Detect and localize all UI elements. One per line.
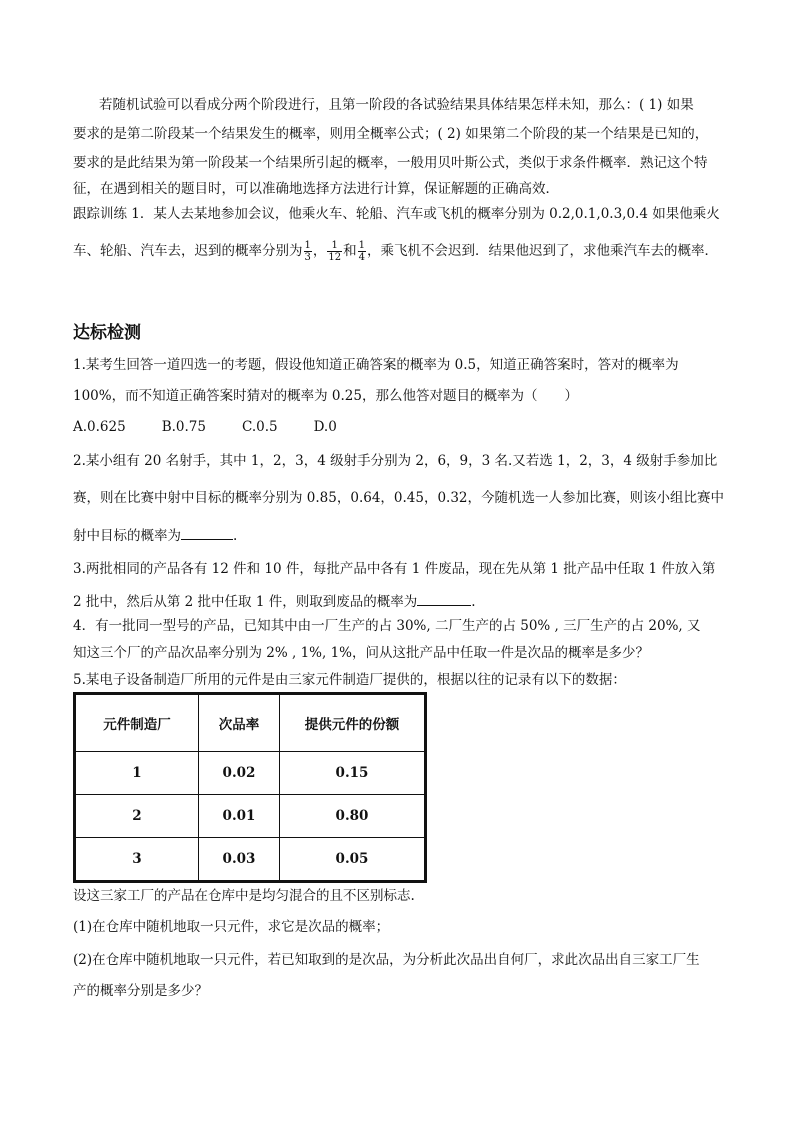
table-row — [75, 752, 426, 795]
fraction-numerator: 1 — [327, 240, 342, 252]
practice-line-1: 跟踪训练 1．某人去某地参加会议，他乘火车、轮船、汽车或飞机的概率分别为 0.2,0.1,0.3,0.4 如果他乘火 — [73, 206, 720, 222]
q5-part-2-line-2: 产的概率分别是多少？ — [73, 983, 208, 999]
q1-line-1: 1.某考生回答一道四选一的考题，假设他知道正确答案的概率为 0.5，知道正确答案时，答对的概率为 — [73, 357, 679, 373]
fraction-denominator: 12 — [328, 252, 342, 263]
table-cell: 0.01 — [199, 795, 280, 838]
option-c: C.0.5 — [241, 419, 278, 435]
q3-line-2-text: 2 批中，然后从第 2 批中任取 1 件，则取到废品的概率为 — [73, 594, 418, 610]
q5-line-1: 5.某电子设备制造厂所用的元件是由三家元件制造厂提供的，根据以往的记录有以下的数据： — [73, 672, 626, 688]
practice-line-2-end: ，乘飞机不会迟到．结果他迟到了，求他乘汽车去的概率． — [366, 243, 718, 259]
q4-line-2: 知这三个厂的产品次品率分别为 2% , 1%, 1%，问从这批产品中任取一件是次品的概率是多少？ — [73, 645, 649, 661]
q4-line-1: 4．有一批同一型号的产品，已知其中由一厂生产的占 30%, 二厂生产的占 50% , 三厂生产的占 20%, 又 — [73, 618, 701, 634]
table-header-cell: 元件制造厂 — [75, 694, 199, 752]
table-header-cell: 次品率 — [199, 694, 280, 752]
table-cell: 3 — [75, 838, 199, 882]
table-cell: 0.15 — [280, 752, 426, 795]
conjunction: 和 — [343, 243, 357, 259]
q5-part-1: (1)在仓库中随机地取一只元件，求它是次品的概率； — [73, 919, 390, 935]
table-cell: 0.02 — [199, 752, 280, 795]
q3-line-1: 3.两批相同的产品各有 12 件和 10 件，每批产品中各有 1 件废品，现在先从第 1 批产品中任取 1 件放入第 — [73, 561, 716, 577]
fraction-one-third — [304, 240, 312, 263]
table-cell: 1 — [75, 752, 199, 795]
separator: ， — [312, 243, 327, 259]
fraction-denominator: 3 — [304, 252, 311, 263]
option-d: D.0 — [313, 419, 337, 435]
option-b: B.0.75 — [161, 419, 206, 435]
practice-line-2-start: 车、轮船、汽车去，迟到的概率分别为 — [73, 243, 303, 259]
table-header-row — [75, 694, 426, 752]
intro-line-1: 若随机试验可以看成分两个阶段进行，且第一阶段的各试验结果具体结果怎样未知，那么：( 1) 如果 — [99, 97, 694, 113]
practice-line-2 — [73, 240, 718, 263]
fraction-numerator: 1 — [304, 240, 311, 251]
table-row — [75, 795, 426, 838]
q3-line-2 — [73, 591, 476, 612]
option-a: A.0.625 — [73, 419, 126, 435]
intro-line-3: 要求的是此结果为第一阶段某一个结果所引起的概率，一般用贝叶斯公式，类似于求条件概率．熟记这个特 — [73, 155, 708, 171]
q3-line-2-end: . — [471, 594, 476, 610]
q2-line-1: 2.某小组有 20 名射手，其中 1，2，3，4 级射手分别为 2，6，9，3 名.又若选 1，2，3，4 级射手参加比 — [73, 453, 718, 469]
q1-line-2: 100%，而不知道正确答案时猜对的概率为 0.25，那么他答对题目的概率为（ ） — [73, 388, 578, 404]
intro-line-4: 征，在遇到相关的题目时，可以准确地选择方法进行计算，保证解题的正确高效． — [73, 181, 559, 197]
table-cell: 0.80 — [280, 795, 426, 838]
q2-line-3 — [73, 525, 237, 546]
supplier-table — [73, 692, 427, 883]
table-cell: 0.05 — [280, 838, 426, 882]
fraction-denominator: 4 — [358, 252, 365, 263]
fraction-numerator: 1 — [358, 240, 365, 251]
q5-part-2-line-1: (2)在仓库中随机地取一只元件，若已知取到的是次品，为分析此次品出自何厂，求此次品出自三家工厂生 — [73, 952, 700, 968]
table-cell: 2 — [75, 795, 199, 838]
table-header-cell: 提供元件的份额 — [280, 694, 426, 752]
table-row — [75, 838, 426, 882]
table-cell: 0.03 — [199, 838, 280, 882]
fraction-one-fourth — [358, 240, 366, 263]
section-title: 达标检测 — [73, 323, 141, 343]
q2-line-3-text: 射中目标的概率为 — [73, 528, 181, 544]
q2-line-2: 赛，则在比赛中射中目标的概率分别为 0.85，0.64，0.45，0.32，今随机选一人参加比赛，则该小组比赛中 — [73, 490, 725, 506]
answer-blank — [181, 525, 233, 540]
q1-options — [73, 417, 373, 437]
fraction-one-twelfth — [327, 240, 342, 263]
answer-blank — [417, 591, 471, 606]
intro-line-2: 要求的是第二阶段某一个结果发生的概率，则用全概率公式；( 2) 如果第二个阶段的某一个结果是已知的， — [73, 126, 709, 142]
q5-after-table: 设这三家工厂的产品在仓库中是均匀混合的且不区别标志. — [73, 888, 415, 904]
q2-line-3-end: . — [233, 528, 238, 544]
